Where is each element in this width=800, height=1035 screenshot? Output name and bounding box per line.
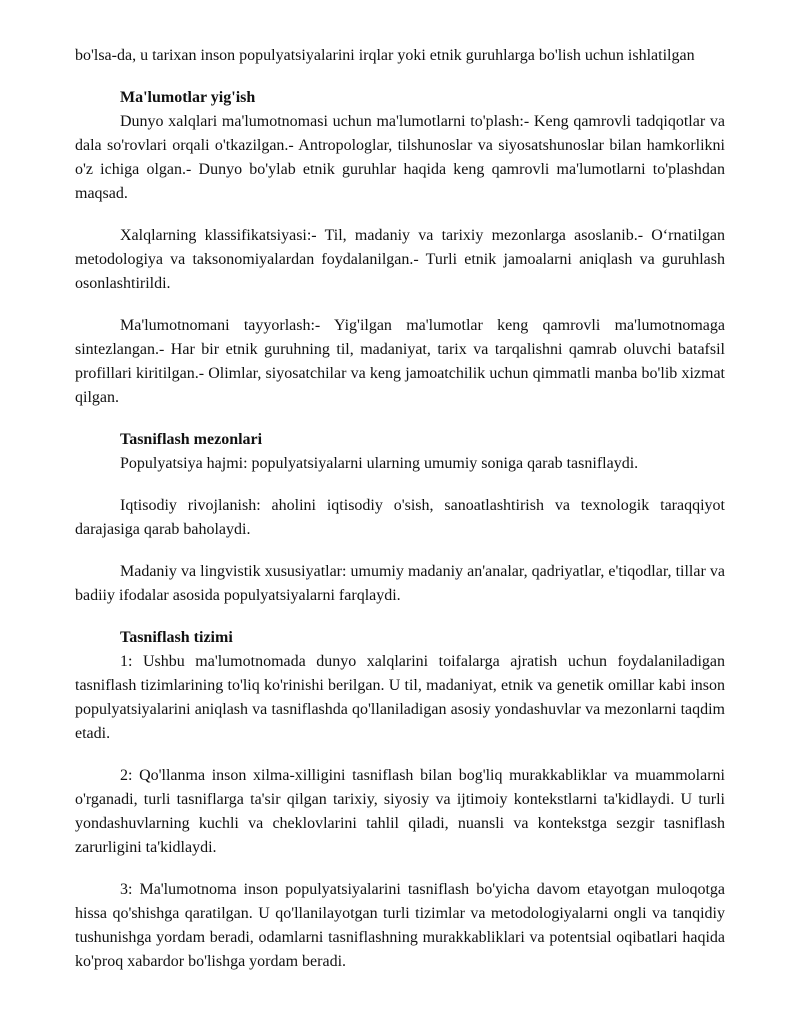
paragraph: 1: Ushbu ma'lumotnomada dunyo xalqlarini toifalarga ajratish uchun foydalaniladigan tasniflash tizimlarining to'liq ko'rinishi berilgan. U til, madaniyat, etnik va genetik omillar kabi inson populyatsiyalarini aniqlash va tasniflashda qo'llaniladigan asosiy yondashuvlar va mezonlarni taqdim etadi. [75,653,725,742]
section-heading: Tasniflash tizimi [120,629,233,646]
section-data-collection [75,86,725,410]
section-system [75,626,725,974]
section-heading: Ma'lumotlar yig'ish [120,89,256,106]
paragraph: Madaniy va lingvistik xususiyatlar: umumiy madaniy an'analar, qadriyatlar, e'tiqodlar, tillar va badiiy ifodalar asosida populyatsiyalarni farqlaydi. [75,563,725,604]
intro-paragraph: bo'lsa-da, u tarixan inson populyatsiyalarini irqlar yoki etnik guruhlarga bo'lish uchun ishlatilgan [75,47,695,64]
paragraph: Iqtisodiy rivojlanish: aholini iqtisodiy o'sish, sanoatlashtirish va texnologik taraqqiyot darajasiga qarab baholaydi. [75,497,725,538]
paragraph: Ma'lumotnomani tayyorlash:- Yig'ilgan ma'lumotlar keng qamrovli ma'lumotnomaga sintezlangan.- Har bir etnik guruhning til, madaniyat, tarix va tarqalishni qamrab oluvchi batafsil profillari kiritilgan.- Olimlar, siyosatchilar va keng jamoatchilik uchun qimmatli manba bo'lib xizmat qilgan. [75,317,725,406]
document-page [75,44,725,974]
paragraph: 2: Qo'llanma inson xilma-xilligini tasniflash bilan bog'liq murakkabliklar va muammolarni o'rganadi, turli tasniflarga ta'sir qilgan tarixiy, siyosiy va ijtimoiy kontekstlarni ta'kidlaydi. U turli yondashuvlarning kuchli va cheklovlarini tahlil qiladi, nuansli va kontekstga sezgir tasniflash zarurligini ta'kidlaydi. [75,767,725,856]
paragraph: Xalqlarning klassifikatsiyasi:- Til, madaniy va tarixiy mezonlarga asoslanib.- O‘rnatilgan metodologiya va taksonomiyalardan foydalanilgan.- Turli etnik jamoalarni aniqlash va guruhlash osonlashtirildi. [75,227,725,292]
paragraph: 3: Ma'lumotnoma inson populyatsiyalarini tasniflash bo'yicha davom etayotgan muloqotga hissa qo'shishga qaratilgan. U qo'llanilayotgan turli tizimlar va metodologiyalarni ongli va tanqidiy tushunishga yordam beradi, odamlarni tasniflashning murakkabliklari va potentsial oqibatlari haqida ko'proq xabardor bo'lishga yordam beradi. [75,881,725,970]
paragraph: Populyatsiya hajmi: populyatsiyalarni ularning umumiy soniga qarab tasniflaydi. [120,455,639,472]
paragraph: Dunyo xalqlari ma'lumotnomasi uchun ma'lumotlarni to'plash:- Keng qamrovli tadqiqotlar va dala so'rovlari orqali o'tkazilgan.- Antropologlar, tilshunoslar va siyosatshunoslar bilan hamkorlikni o'z ichiga olgan.- Dunyo bo'ylab etnik guruhlar haqida keng qamrovli ma'lumotlarni to'plashdan maqsad. [75,113,725,202]
section-heading: Tasniflash mezonlari [120,431,263,448]
section-criteria [75,428,725,608]
